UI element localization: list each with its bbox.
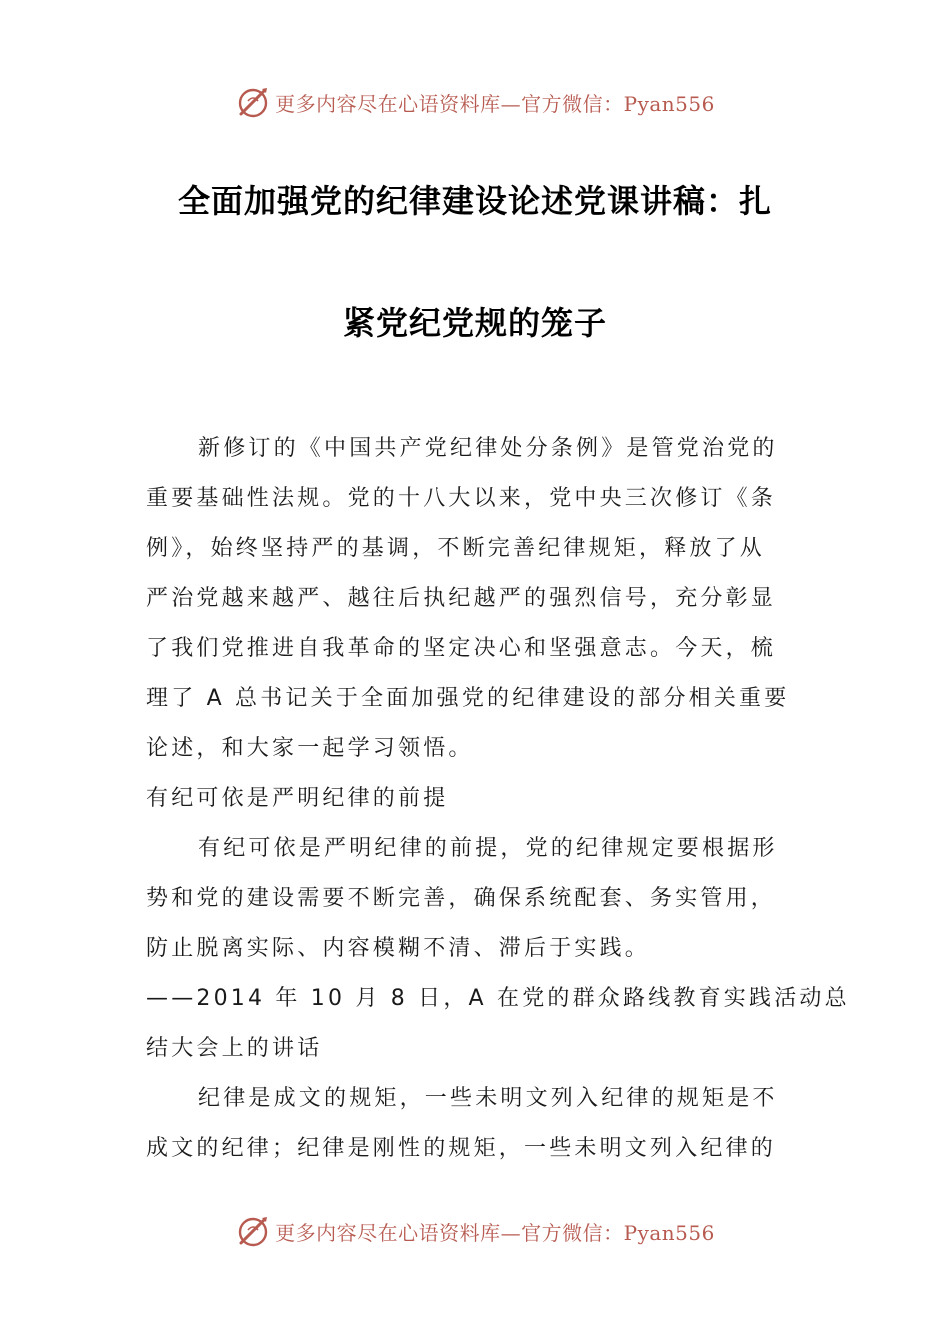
body-line: 理了 A 总书记关于全面加强党的纪律建设的部分相关重要 [146, 686, 790, 711]
body-line: 严治党越来越严、越往后执纪越严的强烈信号，充分彰显 [146, 586, 777, 611]
body-line: 重要基础性法规。党的十八大以来，党中央三次修订《条 [146, 486, 777, 511]
body-line: 势和党的建设需要不断完善，确保系统配套、务实管用， [146, 886, 777, 911]
citation-line: ——2014 年 10 月 8 日，A 在党的群众路线教育实践活动总 [146, 986, 850, 1011]
document-title-line-1: 全面加强党的纪律建设论述党课讲稿：扎 [177, 182, 772, 220]
header-watermark-text: 更多内容尽在心语资料库—官方微信：Pyan556 [275, 91, 715, 116]
body-line: 纪律是成文的规矩，一些未明文列入纪律的规矩是不 [198, 1086, 778, 1111]
body-line: 例》，始终坚持严的基调，不断完善纪律规矩，释放了从 [146, 536, 766, 561]
document-body [146, 424, 850, 1174]
pen-logo-icon [235, 1213, 271, 1249]
footer-watermark-banner [0, 1211, 950, 1251]
body-line: 新修订的《中国共产党纪律处分条例》是管党治党的 [198, 436, 778, 461]
header-watermark-banner [0, 82, 950, 122]
body-line: 论述，和大家一起学习领悟。 [146, 736, 474, 761]
section-heading: 有纪可依是严明纪律的前提 [146, 786, 449, 811]
citation-line: 结大会上的讲话 [146, 1036, 323, 1061]
footer-watermark-text: 更多内容尽在心语资料库—官方微信：Pyan556 [275, 1220, 715, 1245]
body-line: 防止脱离实际、内容模糊不清、滞后于实践。 [146, 936, 651, 961]
pen-logo-icon [235, 84, 271, 120]
body-line: 了我们党推进自我革命的坚定决心和坚强意志。今天，梳 [146, 636, 777, 661]
body-line: 有纪可依是严明纪律的前提，党的纪律规定要根据形 [198, 836, 778, 861]
document-title-line-2: 紧党纪党规的笼子 [342, 304, 607, 342]
body-line: 成文的纪律；纪律是刚性的规矩，一些未明文列入纪律的 [146, 1136, 777, 1161]
